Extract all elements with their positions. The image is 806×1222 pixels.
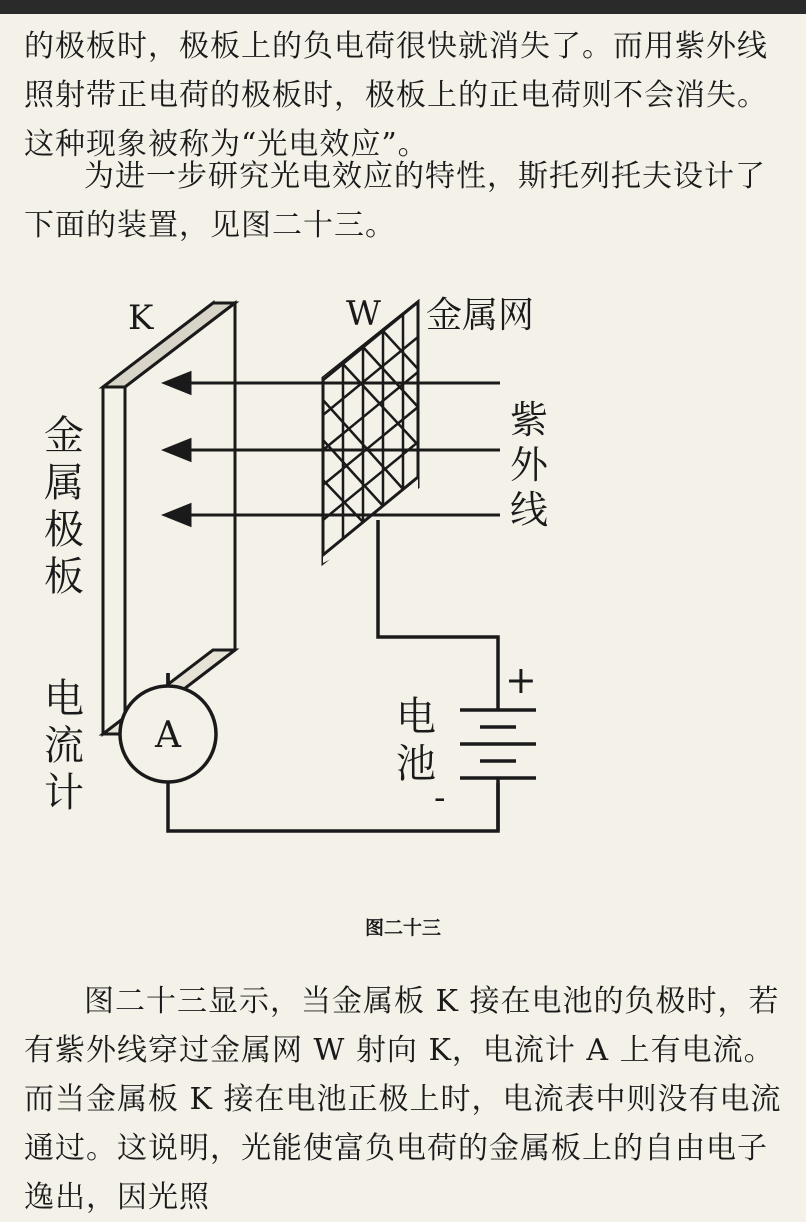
photoelectric-apparatus-figure xyxy=(0,265,806,875)
svg-text:极: 极 xyxy=(44,507,84,553)
svg-text:线: 线 xyxy=(510,488,549,532)
svg-text:流: 流 xyxy=(44,723,84,769)
svg-text:池: 池 xyxy=(396,741,436,787)
svg-text:外: 外 xyxy=(510,443,549,487)
svg-text:电: 电 xyxy=(44,676,84,722)
paragraph-1: 的极板时，极板上的负电荷很快就消失了。而用紫外线照射带正电荷的极板时，极板上的正电荷则不会消失。这种现象被称为“光电效应”。 xyxy=(24,29,768,162)
galvanometer xyxy=(120,686,216,782)
paragraph-2 xyxy=(24,152,784,250)
label-k: K xyxy=(128,298,154,338)
svg-text:金: 金 xyxy=(44,413,84,459)
figure-caption: 图二十三 xyxy=(364,917,441,939)
paragraph-2-text: 为进一步研究光电效应的特性，斯托列托夫设计了下面的装置，见图二十三。 xyxy=(24,159,766,243)
label-galvanometer xyxy=(44,676,84,816)
svg-text:板: 板 xyxy=(44,554,84,600)
metal-plate-k xyxy=(103,303,235,734)
label-ultraviolet xyxy=(510,398,549,532)
svg-text:紫: 紫 xyxy=(510,398,549,442)
label-battery xyxy=(396,694,436,787)
page-top-edge xyxy=(0,0,806,14)
svg-text:计: 计 xyxy=(44,770,84,816)
label-metal-plate xyxy=(44,413,84,600)
svg-text:属: 属 xyxy=(44,460,84,506)
label-w: W xyxy=(346,294,381,334)
galvanometer-symbol: A xyxy=(155,715,181,756)
label-metal-mesh: 金属网 xyxy=(426,295,535,336)
svg-text:电: 电 xyxy=(396,694,436,740)
label-plus: + xyxy=(505,658,537,702)
label-minus: - xyxy=(434,778,446,818)
paragraph-3 xyxy=(24,977,784,1222)
paragraph-3-text: 图二十三显示，当金属板 K 接在电池的负极时，若有紫外线穿过金属网 W 射向 K，电流计 A 上有电流。而当金属板 K 接在电池正极上时，电流表中则没有电流通过。这说明，光能使富负电荷的金属板上的自由电子逸出，因光照 xyxy=(24,984,782,1215)
